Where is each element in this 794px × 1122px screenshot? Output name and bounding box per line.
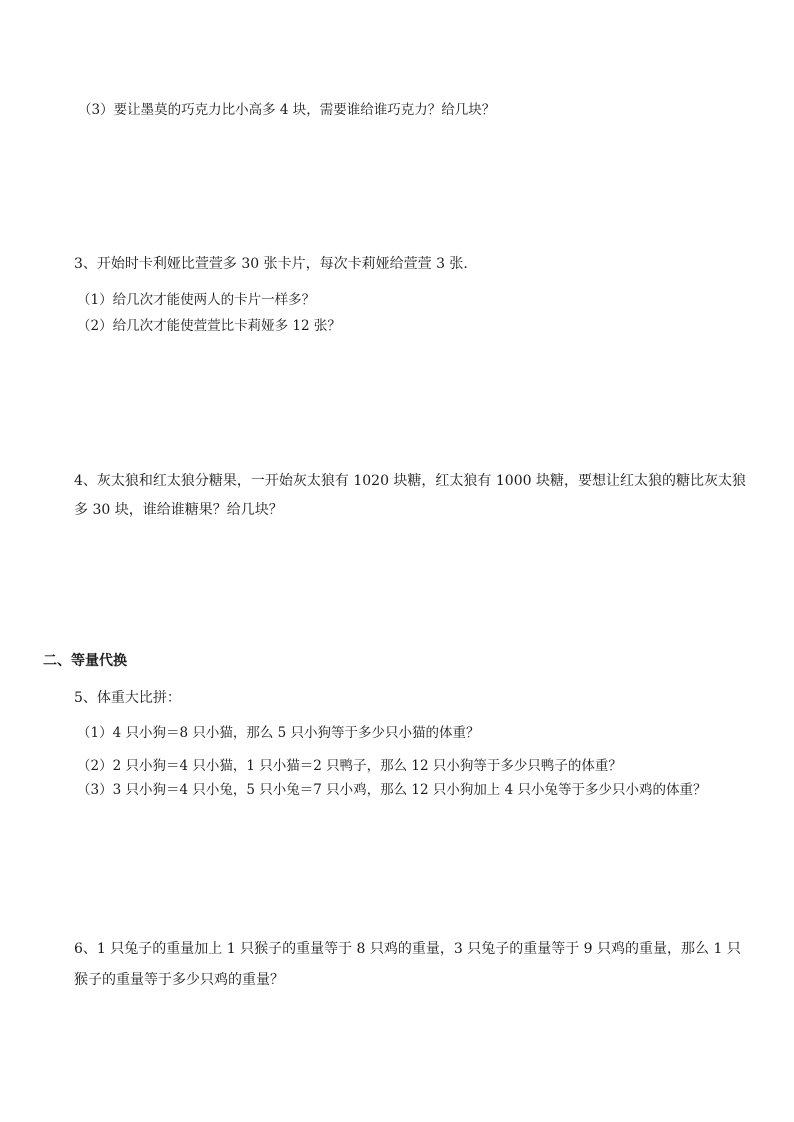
question-6-line-1: 6、1 只兔子的重量加上 1 只猴子的重量等于 8 只鸡的重量，3 只兔子的重量等于 9 只鸡的重量，那么 1 只 — [74, 941, 741, 957]
question-3-part-2: （2）给几次才能使萱萱比卡莉娅多 12 张？ — [77, 318, 341, 334]
question-6-line-2: 猴子的重量等于多少只鸡的重量？ — [74, 972, 284, 988]
question-5-part-3: （3）3 只小狗＝4 只小兔，5 只小兔＝7 只小鸡，那么 12 只小狗加上 4 只小兔等于多少只小鸡的体重？ — [77, 782, 707, 798]
section-heading-equivalent-substitution: 二、等量代换 — [43, 653, 127, 669]
question-5-part-1: （1）4 只小狗＝8 只小猫，那么 5 只小狗等于多少只小猫的体重？ — [77, 725, 480, 741]
question-3-part-1: （1）给几次才能使两人的卡片一样多？ — [77, 292, 316, 308]
question-2-part-3: （3）要让墨莫的巧克力比小高多 4 块，需要谁给谁巧克力？给几块？ — [78, 102, 496, 118]
question-5-stem: 5、体重大比拼： — [74, 690, 181, 706]
question-5-part-2: （2）2 只小狗＝4 只小猫，1 只小猫＝2 只鸭子，那么 12 只小狗等于多少只鸭子的体重？ — [77, 758, 622, 774]
question-4-line-1: 4、灰太狼和红太狼分糖果，一开始灰太狼有 1020 块糖，红太狼有 1000 块糖，要想让红太狼的糖比灰太狼 — [74, 473, 746, 489]
question-3-stem: 3、开始时卡利娅比萱萱多 30 张卡片，每次卡莉娅给萱萱 3 张. — [74, 256, 468, 272]
question-4-line-2: 多 30 块，谁给谁糖果？给几块？ — [74, 502, 283, 518]
